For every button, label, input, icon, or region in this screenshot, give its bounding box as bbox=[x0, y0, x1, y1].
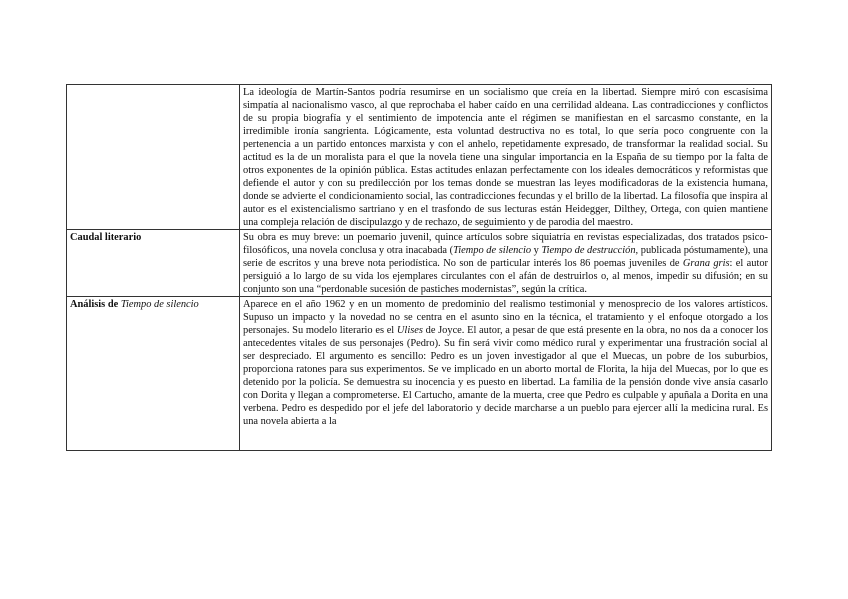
analisis-text-b: de Joyce. El autor, a pesar de que está presente en la obra, no nos da a conocer los antecedentes vitales de sus personajes (Pedro). Su fin será vivir como médico rural y experimentar una frustración social al ser despreciado. El argumento es sencillo: Pedro es un joven investigador al que el Muecas, un pobre de los suburbios, proporciona ratones para sus experimentos. Se ve implicado en un aborto mortal de Florita, la hija del Muecas, por lo que es detenido por la policía. Se demuestra su inocencia y es puesto en libertad. La familia de la pensión donde vive ansía casarlo con Dorita y llegan a comprometerse. El Cartucho, amante de la muerta, cree que Pedro es culpable y apuñala a Dorita en una verbena. Pedro es despedido por el jefe del laboratorio y decide marcharse a un pueblo para ejercer allí la medicina rural. Es una novela abierta a la bbox=[243, 325, 768, 427]
analisis-italic-a: Ulises bbox=[396, 325, 423, 336]
analisis-paragraph bbox=[240, 297, 772, 451]
content-table bbox=[66, 84, 772, 451]
table-row bbox=[67, 85, 772, 230]
caudal-italic-b: Tiempo de destrucción, bbox=[541, 245, 639, 256]
row-label-caudal-literario: Caudal literario bbox=[67, 230, 240, 297]
analisis-label-italic: Tiempo de silencio bbox=[120, 299, 199, 310]
analisis-label-prefix: Análisis de bbox=[70, 299, 121, 310]
ideology-paragraph: La ideología de Martín-Santos podría resumirse en un socialismo que creía en la libertad. Siempre miró con escasísima simpatía al nacionalismo vasco, al que reprochaba el haber caído en una cerrilidad aldeana. Las contradicciones y conflictos de su propia biografía y el sentimiento de impotencia ante el régimen se manifiestan en el sarcasmo constante, en la irredimible ironía sangrienta. Lógicamente, esta voluntad destructiva no es total, lo que sería poco congruente con la pertenencia a un partido entonces marxista y con el anhelo, repetidamente expresado, de transformar la realidad social. Su actitud es la de un moralista para el que la novela tiene una singular importancia en la España de su tiempo por la falta de otros exponentes de la opinión pública. Estas actitudes enlazan perfectamente con los ideales democráticos y reformistas que defiende el autor y con su predilección por los temas donde se muestran las leyes modificadoras de la existencia humana, donde se advierte el condicionamiento social, las contradicciones fecundas y el brillo de la libertad. La filosofía que inspira al autor es el existencialismo sartriano y en el trasfondo de sus lecturas están Heidegger, Dilthey, Ortega, con quien mantiene una compleja relación de discipulazgo y de rechazo, de seguimiento y de parodia del maestro. bbox=[240, 85, 772, 230]
caudal-italic-a: Tiempo de silencio bbox=[453, 245, 532, 256]
row-label-analisis bbox=[67, 297, 240, 451]
table-row bbox=[67, 230, 772, 297]
caudal-text-c: publicada póstumamente), una serie de escritos y una breve nota periodística. No son de particular interés los 86 poemas juveniles de bbox=[243, 245, 769, 269]
table-row bbox=[67, 297, 772, 451]
caudal-text-d: : el autor persiguió a lo largo de su vida los ejemplares circulantes con el afán de destruirlos o, al menos, impedir su difusión; en su conjunto son una “perdonable sucesión de pastiches modernistas”, según la crítica. bbox=[243, 258, 768, 295]
caudal-text-a: Su obra es muy breve: un poemario juvenil, quince artículos sobre siquiatría en revistas especializadas, dos tratados psico-filosóficos, una novela conclusa y otra inacabada ( bbox=[243, 232, 768, 256]
row-label-empty bbox=[67, 85, 240, 230]
caudal-text-b: y bbox=[531, 245, 542, 256]
caudal-literario-paragraph bbox=[240, 230, 772, 297]
analisis-text-a: Aparece en el año 1962 y en un momento de predominio del realismo testimonial y menosprecio de los valores artísticos. Supuso un impacto y la novedad no se centra en el asunto sino en la técnica, el tratamiento y el enfoque otorgado a los personajes. Su modelo literario es el bbox=[243, 299, 768, 336]
caudal-italic-c: Grana gris bbox=[682, 258, 730, 269]
